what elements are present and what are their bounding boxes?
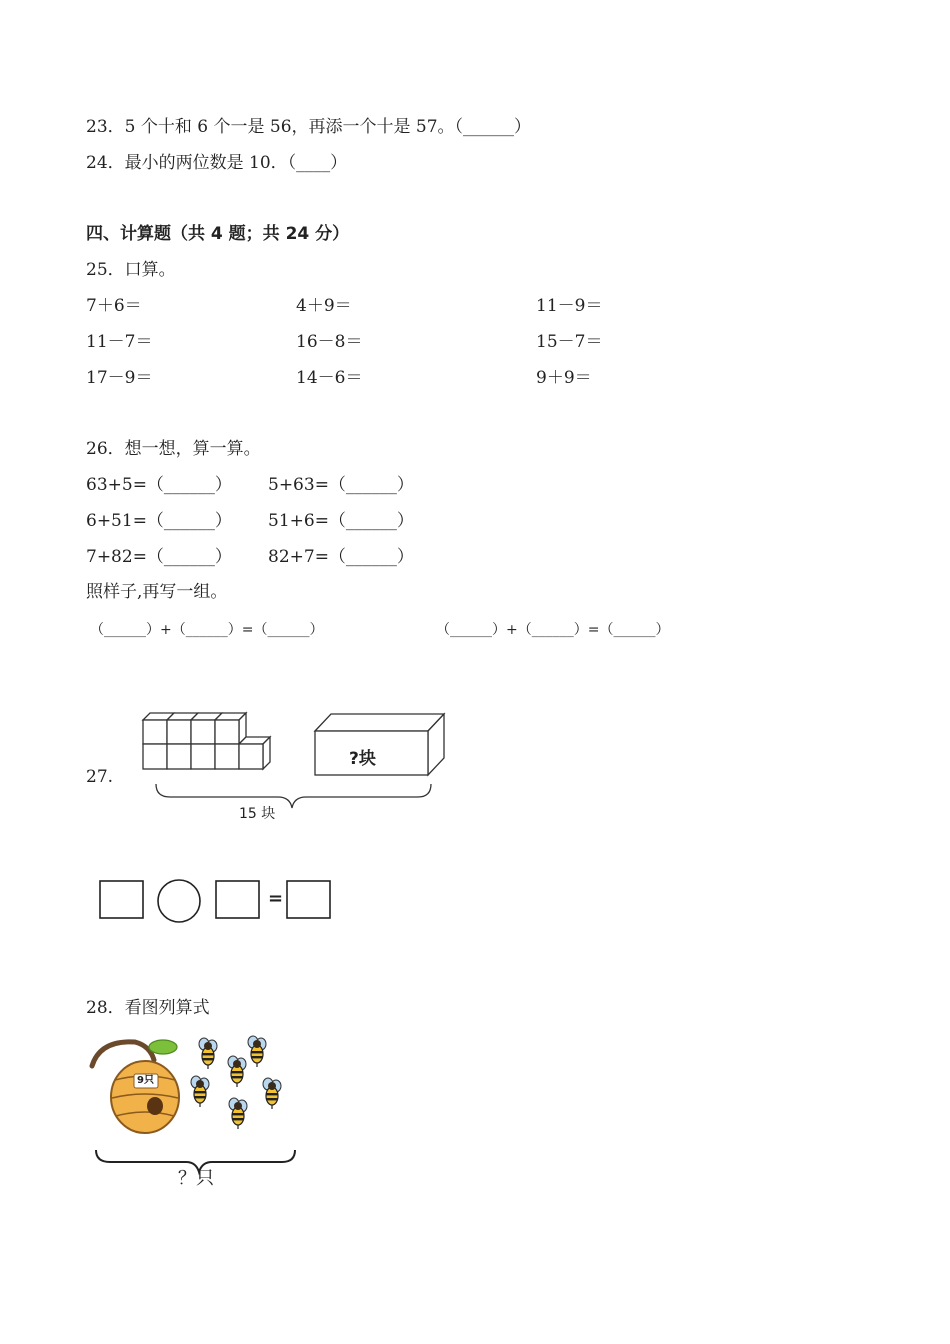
equals-sign: = xyxy=(268,888,284,909)
q26-item: 5+63=（______） xyxy=(268,475,414,495)
bee-icon xyxy=(191,1076,209,1107)
q26-item: 82+7=（______） xyxy=(268,547,414,567)
q25-item: 7＋6＝ xyxy=(86,296,142,316)
q26-example-label: 照样子,再写一组。 xyxy=(86,582,228,602)
bee-icon xyxy=(263,1078,281,1109)
box-label: ?块 xyxy=(349,749,376,769)
bee-icon xyxy=(248,1036,266,1067)
bee-icon xyxy=(199,1038,217,1069)
q25-item: 17－9＝ xyxy=(86,368,153,388)
q25-item: 15－7＝ xyxy=(536,332,603,352)
brace-label: 15 块 xyxy=(239,806,276,822)
question-27-number: 27. xyxy=(86,767,114,787)
hive-label: 9只 xyxy=(137,1075,154,1086)
q26-item: 7+82=（______） xyxy=(86,547,232,567)
question-25-title: 25．口算。 xyxy=(86,260,176,280)
q25-item: 14－6＝ xyxy=(296,368,363,388)
q25-item: 11－7＝ xyxy=(86,332,153,352)
question-23: 23．5 个十和 6 个一是 56，再添一个十是 57。（______） xyxy=(86,117,532,137)
q26-example-right: （______）+（______）=（______） xyxy=(436,622,670,638)
brace-label: ？只 xyxy=(178,1168,214,1189)
q26-example-left: （______）+（______）=（______） xyxy=(90,622,324,638)
q25-item: 16－8＝ xyxy=(296,332,363,352)
q25-item: 11－9＝ xyxy=(536,296,603,316)
bee-icon xyxy=(228,1056,246,1087)
q25-item: 9＋9＝ xyxy=(536,368,592,388)
bee-icon xyxy=(229,1098,247,1129)
q26-item: 51+6=（______） xyxy=(268,511,414,531)
question-24: 24．最小的两位数是 10．（____） xyxy=(86,153,348,173)
question-28-title: 28．看图列算式 xyxy=(86,998,210,1018)
q26-item: 63+5=（______） xyxy=(86,475,232,495)
q25-item: 4＋9＝ xyxy=(296,296,352,316)
section-title: 四、计算题（共 4 题；共 24 分） xyxy=(86,224,350,244)
question-26-title: 26．想一想，算一算。 xyxy=(86,439,261,459)
q26-item: 6+51=（______） xyxy=(86,511,232,531)
